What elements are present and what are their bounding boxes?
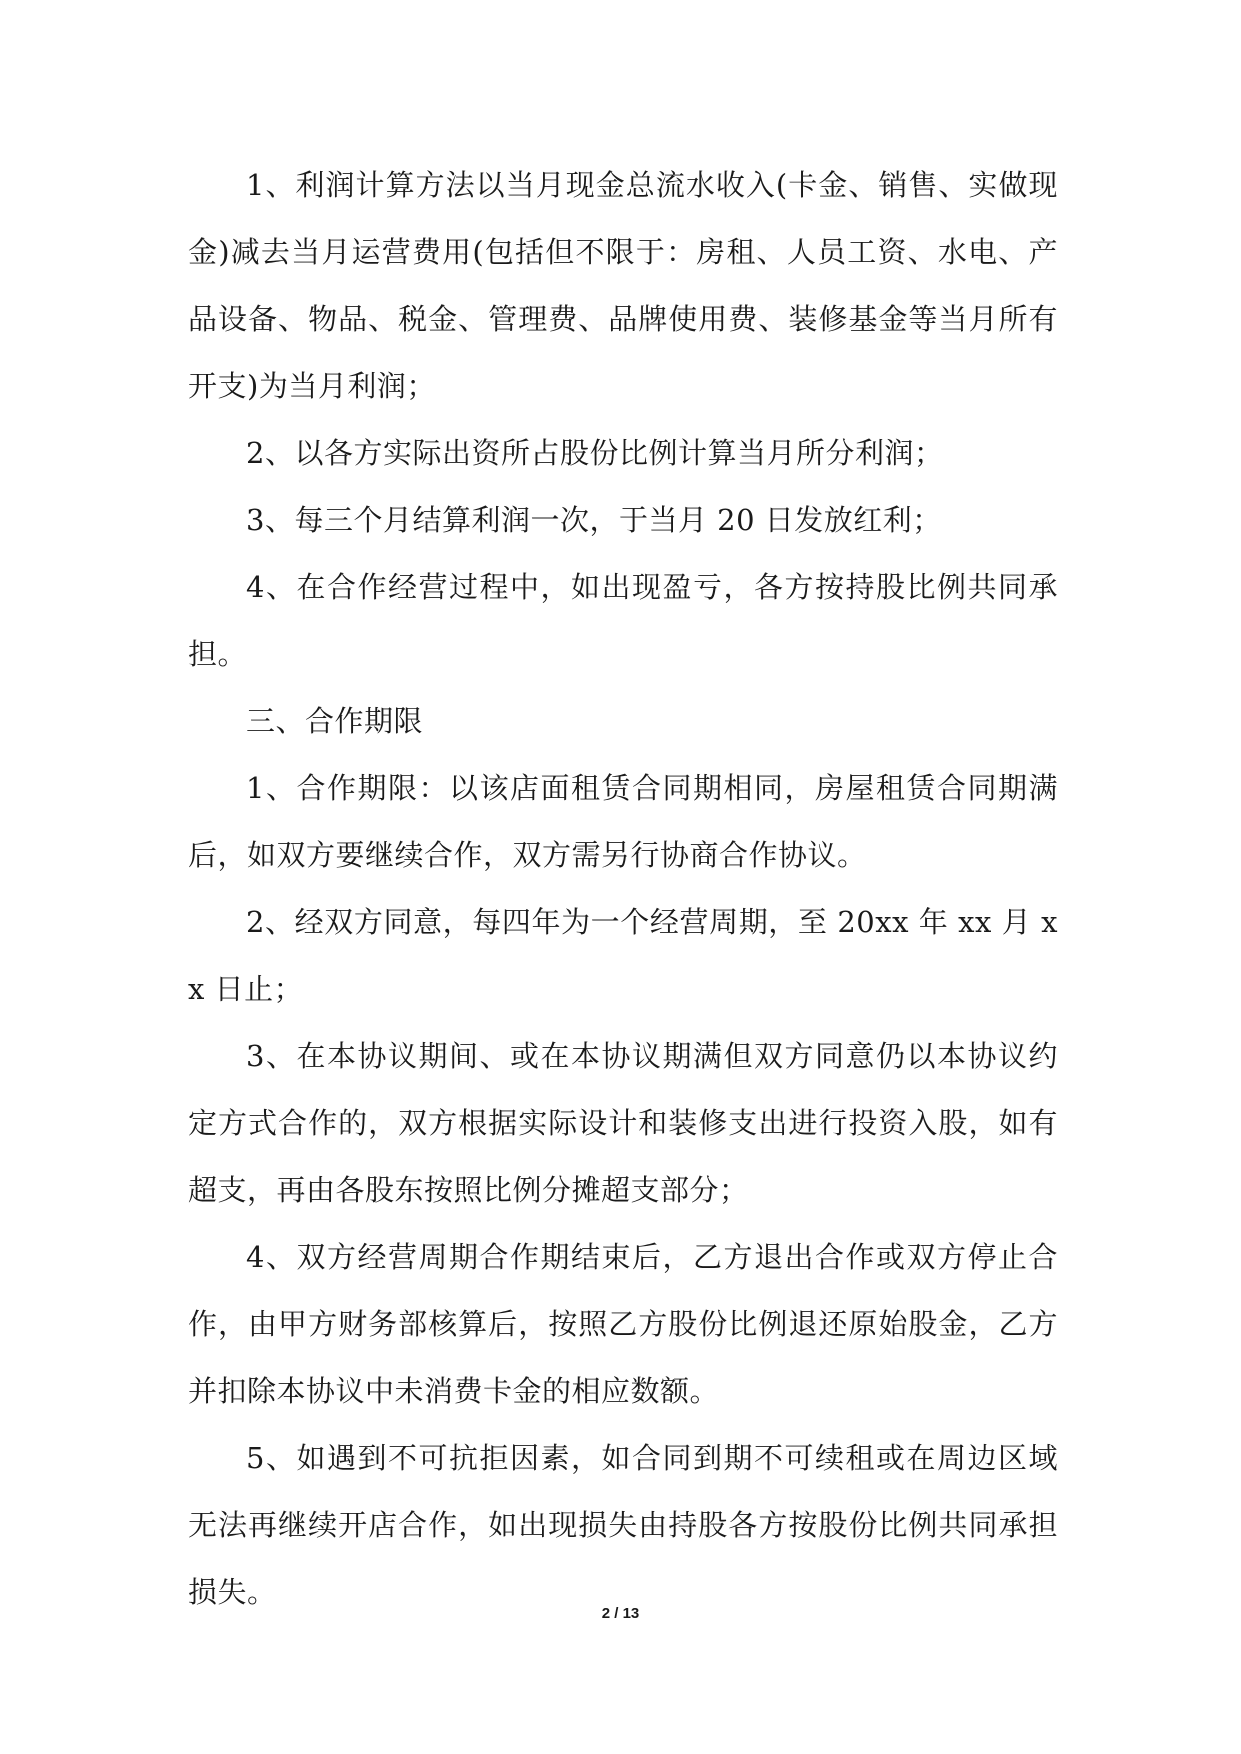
paragraph-investment: 3、在本协议期间、或在本协议期满但双方同意仍以本协议约定方式合作的，双方根据实际设计和装修支出进行投资入股，如有超支，再由各股东按照比例分摊超支部分； bbox=[188, 1039, 1058, 1207]
document-body bbox=[188, 152, 1058, 1626]
paragraph-term: 1、合作期限：以该店面租赁合同期相同，房屋租赁合同期满后，如双方要继续合作，双方需另行协商合作协议。 bbox=[188, 771, 1058, 872]
section-heading-cooperation-term: 三、合作期限 bbox=[246, 704, 424, 738]
page-number: 2 / 13 bbox=[601, 1605, 640, 1622]
paragraph-business-cycle: 2、经双方同意，每四年为一个经营周期，至 20xx 年 xx 月 xx 日止； bbox=[188, 905, 1058, 1006]
paragraph-settlement: 3、每三个月结算利润一次，于当月 20 日发放红利； bbox=[246, 503, 942, 537]
paragraph-loss-sharing: 4、在合作经营过程中，如出现盈亏，各方按持股比例共同承担。 bbox=[188, 570, 1058, 671]
paragraph-exit: 4、双方经营周期合作期结束后，乙方退出合作或双方停止合作，由甲方财务部核算后，按照乙方股份比例退还原始股金，乙方并扣除本协议中未消费卡金的相应数额。 bbox=[188, 1240, 1058, 1408]
paragraph-profit-share: 2、以各方实际出资所占股份比例计算当月所分利润； bbox=[246, 436, 944, 470]
paragraph-force-majeure: 5、如遇到不可抗拒因素，如合同到期不可续租或在周边区域无法再继续开店合作，如出现损失由持股各方按股份比例共同承担损失。 bbox=[188, 1441, 1058, 1609]
paragraph-profit-calculation: 1、利润计算方法以当月现金总流水收入(卡金、销售、实做现金)减去当月运营费用(包括但不限于：房租、人员工资、水电、产品设备、物品、税金、管理费、品牌使用费、装修基金等当月所有开支)为当月利润； bbox=[188, 168, 1058, 403]
